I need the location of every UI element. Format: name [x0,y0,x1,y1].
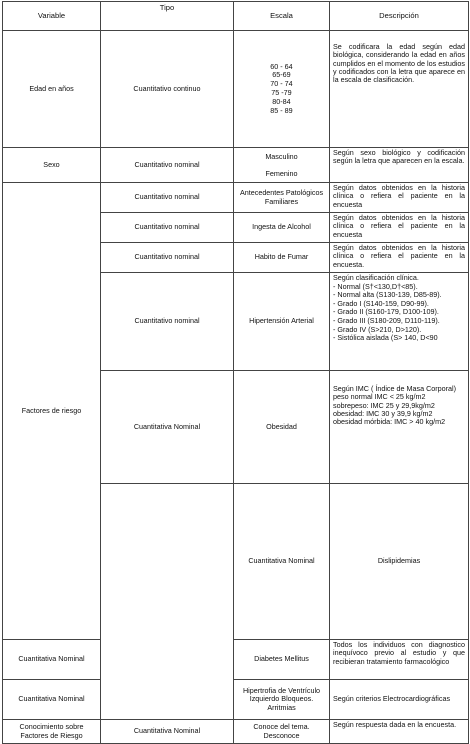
row-edad [3,31,469,148]
conocimiento-descripcion: Según respuesta dada en la encuesta. [330,720,469,744]
fumar-descripcion: Según datos obtenidos en la historia clínica o refiera el paciente en la encuesta. [330,243,469,273]
dislipidemias-tipo: Cuantitativa Nominal [234,484,330,640]
obesidad-item: obesidad: IMC 30 y 39,9 kg/m2 [333,408,433,418]
obesidad-item: peso normal IMC < 25 kg/m2 [333,392,426,402]
sexo-tipo: Cuantitativo nominal [101,148,234,183]
hipertension-item: - Sistólica aislada (S> 140, D<90 [333,333,438,343]
edad-escala-item: 80-84 [272,96,291,106]
diabetes-escala: Diabetes Mellitus [234,640,330,680]
variables-table [2,1,469,744]
alcohol-descripcion: Según datos obtenidos en la historia clínica o refiera el paciente en la encuesta [330,213,469,243]
obesidad-tipo: Cuantitativa Nominal [101,371,234,484]
sexo-escala-item: Masculino [265,152,298,161]
obesidad-descripcion [330,371,469,484]
row-diabetes [3,640,469,680]
obesidad-item: Según IMC ( Índice de Masa Corporal) [333,384,457,393]
edad-tipo: Cuantitativo continuo [101,31,234,148]
antecedentes-tipo: Cuantitativo nominal [101,183,234,213]
obesidad-item: obesidad mórbida: IMC > 40 kg/m2 [333,417,446,427]
factores-variable: Factores de riesgo [3,183,101,640]
obesidad-item: sobrepeso: IMC 25 y 29,9kg/m2 [333,400,435,410]
hipertrofia-tipo: Cuantitativa Nominal [3,680,101,720]
header-escala: Escala [234,2,330,31]
hipertension-item: - Grado III (S180-209, D110-119). [333,315,440,325]
alcohol-tipo: Cuantitativo nominal [101,213,234,243]
hipertrofia-escala: Hipertrofia de Ventrículo Izquierdo Bloqueos. Arritmias [234,680,330,720]
hipertrofia-descripcion: Según criterios Electrocardiográficas [330,680,469,720]
conocimiento-variable: Conocimiento sobre Factores de Riesgo [3,720,101,744]
conocimiento-tipo: Cuantitativa Nominal [101,720,234,744]
edad-escala-item: 70 - 74 [270,79,293,89]
edad-descripcion: Se codificara la edad según edad biológica, considerando la edad en años cumplidos en el momento de los estudios y codificados con la letra que aparece en la escala de clasificación. [330,31,469,148]
sexo-descripcion: Según sexo biológico y codificación según la letra que aparecen en la escala. [330,148,469,183]
hipertension-tipo: Cuantitativo nominal [101,273,234,371]
edad-escala [234,31,330,148]
hipertension-item: - Normal (S†<130,D†<85). [333,281,418,291]
hipertension-descripcion [330,273,469,371]
header-row [3,2,469,31]
edad-escala-item: 85 - 89 [270,105,293,115]
hipertension-escala: Hipertensión Arterial [234,273,330,371]
header-descripcion: Descripción [330,2,469,31]
obesidad-escala: Obesidad [234,371,330,484]
conocimiento-escala: Conoce del tema. Desconoce [234,720,330,744]
alcohol-escala: Ingesta de Alcohol [234,213,330,243]
row-sexo [3,148,469,183]
hipertension-item: Según clasificación clínica. [333,273,419,282]
edad-escala-item: 75 -79 [271,88,292,97]
hipertension-item: - Normal alta (S130-139, D85-89). [333,290,442,300]
factores-variable-cont [101,484,234,720]
row-hipertrofia [3,680,469,720]
edad-variable: Edad en años [3,31,101,148]
dislipidemias-escala: Dislipidemias [330,484,469,640]
edad-escala-item: 60 - 64 [270,61,293,71]
edad-escala-item: 65-69 [272,70,291,80]
hipertension-item: - Grado II (S160-179, D100-109). [333,307,439,317]
header-tipo: Tipo [101,2,234,31]
sexo-escala [234,148,330,183]
row-antecedentes [3,183,469,213]
header-variable: Variable [3,2,101,31]
sexo-escala-item: Femenino [265,169,298,178]
antecedentes-descripcion: Según datos obtenidos en la historia clínica o refiera el paciente en la encuesta [330,183,469,213]
sexo-variable: Sexo [3,148,101,183]
hipertension-item: - Grado IV (S>210, D>120). [333,324,422,334]
diabetes-descripcion: Todos los individuos con diagnostico inequívoco previo al estudio y que recibieran tratamiento farmacológico [330,640,469,680]
diabetes-tipo: Cuantitativa Nominal [3,640,101,680]
row-conocimiento [3,720,469,744]
antecedentes-escala: Antecedentes Patológicos Familiares [234,183,330,213]
fumar-tipo: Cuantitativo nominal [101,243,234,273]
hipertension-item: - Grado I (S140-159, D90-99). [333,298,429,308]
fumar-escala: Habito de Fumar [234,243,330,273]
